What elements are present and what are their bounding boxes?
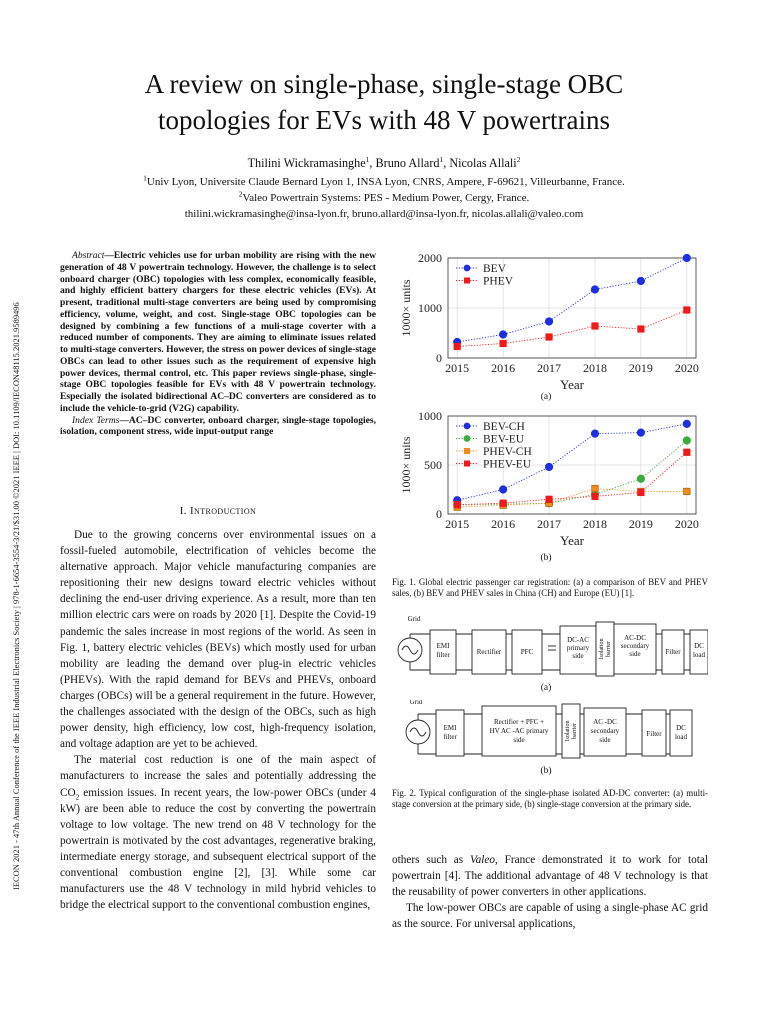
index-terms-label: Index Terms <box>72 414 120 426</box>
x-tick-label: 2020 <box>674 361 699 375</box>
data-point-phev <box>500 340 507 347</box>
body-right-column <box>392 852 708 932</box>
acdc-label: AC-DC <box>624 634 646 642</box>
y-tick-label: 0 <box>436 351 442 365</box>
combined-stage-label: side <box>513 736 525 744</box>
y-axis-label: 1000× units <box>399 436 413 494</box>
data-point-phev <box>684 307 691 314</box>
series-line-phev <box>457 310 687 347</box>
legend-marker <box>464 423 471 430</box>
data-point-bev-eu <box>637 475 644 482</box>
author-affil-marker: 1 <box>365 154 370 164</box>
section-number: I. <box>179 505 187 517</box>
author-name: Bruno Allard <box>375 156 440 170</box>
filter-label: Filter <box>646 730 662 738</box>
x-tick-label: 2018 <box>582 361 607 375</box>
x-tick-label: 2019 <box>628 361 653 375</box>
fig2a-label: (a) <box>540 683 552 693</box>
affiliation-1: $^1$Univ Lyon, Universite Claude Bernard Lyon 1, INSA Lyon, CNRS, Ampere, F-69621, Villeurbanne, France. <box>143 173 625 188</box>
fig2b-label: (b) <box>540 766 552 776</box>
x-axis-label: Year <box>560 377 584 392</box>
x-tick-label: 2016 <box>491 517 516 531</box>
y-tick-label: 1000 <box>418 409 442 423</box>
y-tick-label: 2000 <box>418 251 442 265</box>
legend-label: BEV-CH <box>483 421 525 433</box>
data-point-phev <box>546 334 553 341</box>
x-tick-label: 2020 <box>674 517 699 531</box>
dc-load-label: load <box>692 651 706 659</box>
paragraph-text: The material cost reduction is one of the main aspect of manufacturers to increase the sales and potentially addressing the CO <box>60 754 376 799</box>
paragraph <box>392 852 708 900</box>
data-point-bev <box>500 331 507 338</box>
dc-load-label: DC <box>676 724 686 732</box>
data-point-bev-ch <box>591 430 598 437</box>
paragraph-text: others such as <box>392 854 470 866</box>
x-tick-label: 2017 <box>537 517 562 531</box>
fig2b-diagram <box>392 700 708 766</box>
emi-filter-label: EMI <box>436 642 450 650</box>
combined-stage-label: HV AC -AC primary <box>489 727 549 735</box>
author-emails: thilini.wickramasinghe@insa-lyon.fr, bruno.allard@insa-lyon.fr, nicolas.allali@valeo.com <box>184 208 584 220</box>
data-point-phev-eu <box>592 493 599 500</box>
fig1b-label: (b) <box>540 553 552 563</box>
acdc-label: secondary <box>590 727 620 735</box>
acdc-label: side <box>629 650 641 658</box>
data-point-phev-eu <box>638 489 645 496</box>
section-heading <box>60 505 376 517</box>
affiliation-2-text: Valeo Powertrain Systems: PES - Medium Power, Cergy, France. <box>242 192 530 204</box>
paper-title <box>60 66 708 138</box>
isolation-barrier-label: barrier <box>606 641 612 657</box>
dc-load-label: load <box>674 733 688 741</box>
data-point-bev <box>637 277 644 284</box>
index-terms-text: —AC–DC converter, onboard charger, single-stage topologies, isolation, component stress, wide input-output range <box>60 414 376 438</box>
paragraph-text: emission issues. In recent years, the low-power OBCs (under 4 kW) are been able to reduce the cost by converting the powertrain voltage to low voltage. The new trend on 48 V technology for the powertrain is motivated by the cost advantages, regenerative braking, intermediate energy storage, and subsequent electrical support of the conventional combustion engine [2], [3]. While some car manufacturers use the 48 V technology in mild hybrid vehicles to bridge the electrical support to the conventional combustion engines, <box>60 786 376 912</box>
emi-filter-label: EMI <box>443 724 457 732</box>
y-axis-label: 1000× units <box>399 279 413 337</box>
subscript: 2 <box>75 791 80 801</box>
fig2a-diagram <box>392 612 708 682</box>
y-tick-label: 1000 <box>418 301 442 315</box>
data-point-phev-eu <box>454 501 461 508</box>
emi-filter-label: filter <box>443 733 457 741</box>
x-tick-label: 2019 <box>628 517 653 531</box>
x-tick-label: 2017 <box>537 361 562 375</box>
data-point-phev-ch <box>684 488 691 495</box>
doi-sidebar <box>12 160 28 900</box>
author-affil-marker: 1 <box>439 154 444 164</box>
dcac-label: side <box>572 652 584 660</box>
dc-load-label: DC <box>694 642 704 650</box>
author-affil-marker: 2 <box>516 154 521 164</box>
fig1a-chart <box>392 248 708 398</box>
emi-filter-label: filter <box>436 651 450 659</box>
data-point-phev-eu <box>546 496 553 503</box>
paragraph: Due to the growing concerns over environmental issues on a fossil-fueled automobile, electrification of vehicles become the alternative approach. Major vehicle manufacturing companies are repositioning their new designs toward electric vehicles without declining the end-user driving experience. As a result, more than ten million electric cars were on roads by 2020 [1]. Despite the Covid-19 pandemic the sales increase in most regions of the world. As seen in Fig. 1, battery electric vehicles (BEVs) which mostly used for urban mobility are leading the demand over plug-in electric vehicles (PHEVs). With the rapid demand for BEVs and PHEVs, onboard charges (OBCs) will be a general requirement in the future. However, the challenges associated with the design of the OBCs, such as high power density, high efficiency, low cost, high-frequency isolation, and voltage adaption are yet to be achieved. <box>60 529 376 751</box>
legend-marker <box>464 265 471 272</box>
paragraph-text: , France demonstrated it to work for total powertrain [4]. The additional advantage of 48 V technology is that the reusability of power converters in other applications. <box>392 854 708 899</box>
data-point-phev-eu <box>684 449 691 456</box>
doi-sidebar-text: IECON 2021 - 47th Annual Conference of the IEEE Industrial Electronics Society | 978-1-6654-3554-3/21/$31.00 ©2021 IEEE | DOI: 10.1109/IECON48115.2021.9589496 <box>12 302 21 890</box>
legend-label: BEV <box>483 263 506 275</box>
y-tick-label: 0 <box>436 507 442 521</box>
author-list: Thilini Wickramasinghe$^1$, Bruno Allard$^1$, Nicolas Allali$^2$ <box>247 154 521 170</box>
data-point-bev-ch <box>545 463 552 470</box>
rectifier-label: Rectifier <box>476 648 502 656</box>
legend-label: PHEV-EU <box>483 458 532 471</box>
combined-stage-label: Rectifier + PFC + <box>493 718 545 726</box>
affiliation-1-text: Univ Lyon, Universite Claude Bernard Lyon 1, INSA Lyon, CNRS, Ampere, F-69621, Villeurbanne, France. <box>146 176 625 188</box>
x-axis-label: Year <box>560 533 584 548</box>
author-name: Thilini Wickramasinghe <box>247 156 366 170</box>
x-tick-label: 2018 <box>582 517 607 531</box>
data-point-phev-eu <box>500 500 507 507</box>
data-point-phev <box>638 326 645 333</box>
abstract-text: —Electric vehicles use for urban mobility are rising with the new generation of 48 V powertrain technology. However, the challenge is to select onboard charger (OBC) topologies with less complex, economically feasible, and highly efficient battery chargers for these electric vehicles (EVs). At present, traditional multi-stage converters are being used by compromising efficiency, volume, weight, and cost. Single-stage OBC topologies can be designed by combining a few functions of a muli-stage coverter with a reduced number of components. They are aiming to eliminate issues related to multi-stage converters. However, the stress on power devices of single-stage OBCs can lead to other issues such as the requirement of expensive high power devices, thermal control, etc. This paper reviews single-phase, single-stage OBC topologies feasible for EVs with 48 V powertrain technology. Especially the isolated bidirectional AC–DC converters are considered as to include the vehicle-to-grid (V2G) capability. <box>60 250 376 414</box>
isolation-barrier-label: Isolation <box>599 638 605 660</box>
acdc-label: secondary <box>620 642 650 650</box>
legend-label: PHEV <box>483 275 514 288</box>
fig2-caption: Fig. 2. Typical configuration of the single-phase isolated AD-DC converter: (a) multi-stage conversion at the primary side, (b) single-stage conversion at the primary side. <box>392 788 708 809</box>
section-title: Introduction <box>190 505 257 517</box>
data-point-bev <box>591 286 598 293</box>
grid-label: Grid <box>409 700 423 706</box>
legend-label: PHEV-CH <box>483 446 532 458</box>
dcac-label: DC-AC <box>567 636 589 644</box>
title-line-2: topologies for EVs with 48 V powertrains <box>158 105 610 135</box>
paragraph <box>60 752 376 913</box>
acdc-label: AC -DC <box>593 718 617 726</box>
data-point-phev <box>454 343 461 350</box>
pfc-label: PFC <box>520 648 534 656</box>
fig1b-chart <box>392 406 708 554</box>
data-point-phev <box>592 323 599 330</box>
affiliation-2: $^2$Valeo Powertrain Systems: PES - Medium Power, Cergy, France. <box>238 189 530 204</box>
legend-marker <box>464 278 470 284</box>
data-point-bev-ch <box>500 486 507 493</box>
legend-label: BEV-EU <box>483 433 525 446</box>
abstract <box>60 250 376 438</box>
fig1a-label: (a) <box>540 392 552 402</box>
data-point-bev <box>683 254 690 261</box>
data-point-bev-ch <box>637 429 644 436</box>
emphasis: Valeo <box>469 854 495 866</box>
legend-marker <box>464 461 470 467</box>
acdc-label: side <box>599 736 611 744</box>
data-point-bev-ch <box>683 420 690 427</box>
filter-label: Filter <box>665 648 681 656</box>
data-point-bev <box>545 318 552 325</box>
legend-marker <box>464 435 471 442</box>
dcac-label: primary <box>566 644 590 652</box>
isolation-barrier-label: Isolation <box>565 720 571 742</box>
abstract-label: Abstract <box>72 250 105 261</box>
isolation-barrier-label: barrier <box>572 723 578 739</box>
y-tick-label: 500 <box>424 458 442 472</box>
grid-label: Grid <box>407 615 421 623</box>
body-left-column <box>60 527 376 913</box>
x-tick-label: 2015 <box>445 517 470 531</box>
paragraph: The low-power OBCs are capable of using a single-phase AC grid as the source. For universal applications, <box>392 902 708 931</box>
title-line-1: A review on single-phase, single-stage OBC <box>144 69 624 99</box>
fig1-caption: Fig. 1. Global electric passenger car registration: (a) a comparison of BEV and PHEV sales, (b) BEV and PHEV sales in China (CH) and Europe (EU) [1]. <box>392 577 708 598</box>
x-tick-label: 2016 <box>491 361 516 375</box>
data-point-phev-ch <box>592 485 599 492</box>
x-tick-label: 2015 <box>445 361 470 375</box>
legend-marker <box>464 448 470 454</box>
author-name: Nicolas Allali <box>449 156 517 170</box>
data-point-bev-eu <box>683 437 690 444</box>
